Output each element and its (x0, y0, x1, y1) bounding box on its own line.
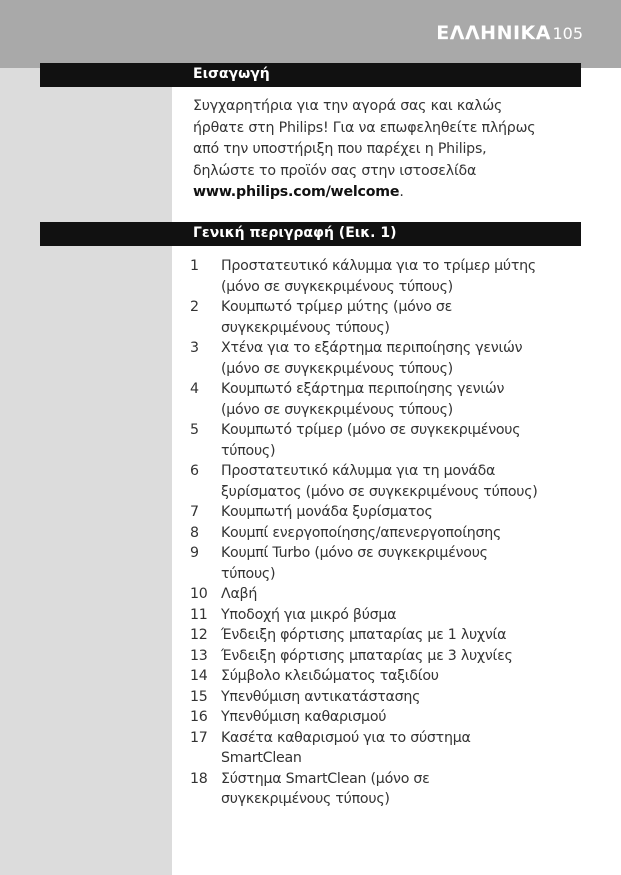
item-text-line: SmartClean (221, 750, 302, 766)
item-number: 11 (190, 606, 208, 623)
section-title: Εισαγωγή (193, 66, 270, 82)
item-text-line: ξυρίσματος (μόνο σε συγκεκριμένους τύπους) (221, 483, 538, 500)
item-number: 5 (190, 422, 199, 438)
item-text (221, 543, 590, 584)
list-item (190, 338, 590, 379)
item-text-line: Κουμπωτή μονάδα ξυρίσματος (221, 504, 433, 520)
item-text-line: Υπενθύμιση καθαρισμού (221, 709, 387, 725)
list-item (190, 379, 590, 420)
list-item (190, 523, 590, 544)
section-heading-intro (40, 63, 581, 87)
item-text (221, 297, 590, 338)
item-text (221, 379, 590, 420)
item-text-line: Σύστημα SmartClean (μόνο σε (221, 770, 430, 787)
item-text-line: τύπους) (221, 442, 276, 459)
list-item (190, 707, 590, 728)
list-item (190, 297, 590, 338)
page-number: 105 (552, 24, 583, 43)
item-text-line: Κουμπωτό εξάρτημα περιποίησης γενιών (221, 381, 505, 397)
list-item (190, 687, 590, 708)
intro-suffix: . (399, 184, 404, 200)
item-text-line: Υποδοχή για μικρό βύσμα (221, 606, 397, 623)
item-number: 10 (190, 586, 208, 602)
page-header (0, 0, 621, 68)
parts-list (190, 256, 590, 810)
item-text-line: Κουμπωτό τρίμερ (μόνο σε συγκεκριμένους (221, 422, 521, 438)
intro-paragraph (193, 96, 588, 204)
item-number: 3 (190, 340, 199, 356)
item-text-line: Χτένα για το εξάρτημα περιποίησης γενιών (221, 340, 523, 356)
item-text-line: συγκεκριμένους τύπους) (221, 319, 390, 336)
list-item (190, 625, 590, 646)
section-heading-description (40, 222, 581, 246)
list-item (190, 543, 590, 584)
list-item (190, 502, 590, 523)
item-text (221, 687, 590, 708)
item-number: 6 (190, 463, 199, 479)
item-number: 14 (190, 668, 208, 684)
item-number: 9 (190, 545, 199, 561)
item-number: 1 (190, 258, 199, 274)
item-number: 4 (190, 381, 199, 397)
item-number: 18 (190, 770, 208, 787)
list-item (190, 728, 590, 769)
list-item (190, 666, 590, 687)
list-item (190, 461, 590, 502)
item-text (221, 605, 590, 626)
item-text (221, 523, 590, 544)
item-text-line: (μόνο σε συγκεκριμένους τύπους) (221, 360, 453, 377)
item-number: 7 (190, 504, 199, 520)
intro-line: ήρθατε στη Philips! Για να επωφεληθείτε πλήρως (193, 119, 536, 136)
list-item (190, 256, 590, 297)
item-text-line: Κουμπί ενεργοποίησης/απενεργοποίησης (221, 524, 502, 541)
item-text-line: Ένδειξη φόρτισης μπαταρίας με 1 λυχνία (221, 627, 507, 643)
item-text (221, 584, 590, 605)
item-text-line: συγκεκριμένους τύπους) (221, 791, 390, 807)
item-text-line: Προστατευτικό κάλυμμα για το τρίμερ μύτης (221, 258, 536, 274)
item-number: 17 (190, 729, 208, 746)
item-text-line: Κασέτα καθαρισμού για το σύστημα (221, 729, 471, 746)
list-item (190, 646, 590, 667)
item-number: 8 (190, 524, 199, 541)
section-title: Γενική περιγραφή (Εικ. 1) (193, 225, 397, 241)
item-text (221, 256, 590, 297)
item-text-line: Σύμβολο κλειδώματος ταξιδίου (221, 668, 439, 684)
item-text-line: Προστατευτικό κάλυμμα για τη μονάδα (221, 463, 496, 479)
list-item (190, 769, 590, 810)
item-text (221, 769, 590, 810)
item-text-line: Υπενθύμιση αντικατάστασης (221, 688, 421, 705)
intro-line: από την υποστήριξη που παρέχει η Philips, (193, 141, 487, 157)
item-text (221, 502, 590, 523)
list-item (190, 420, 590, 461)
item-text (221, 420, 590, 461)
item-text (221, 707, 590, 728)
item-text-line: (μόνο σε συγκεκριμένους τύπους) (221, 401, 453, 418)
item-number: 15 (190, 688, 208, 705)
item-text (221, 625, 590, 646)
list-item (190, 584, 590, 605)
item-text-line: (μόνο σε συγκεκριμένους τύπους) (221, 278, 453, 295)
item-text (221, 461, 590, 502)
item-text-line: Κουμπί Turbo (μόνο σε συγκεκριμένους (221, 545, 488, 561)
item-number: 16 (190, 709, 208, 725)
item-text (221, 646, 590, 667)
intro-line: Συγχαρητήρια για την αγορά σας και καλώς (193, 98, 503, 114)
item-number: 12 (190, 627, 208, 643)
item-text (221, 338, 590, 379)
intro-line: δηλώστε το προϊόν σας στην ιστοσελίδα (193, 162, 477, 179)
item-text-line: τύπους) (221, 565, 276, 582)
list-item (190, 605, 590, 626)
item-text-line: Λαβή (221, 586, 258, 602)
item-text-line: Ένδειξη φόρτισης μπαταρίας με 3 λυχνίες (221, 647, 513, 664)
welcome-url-link[interactable]: www.philips.com/welcome (193, 184, 400, 200)
item-text-line: Κουμπωτό τρίμερ μύτης (μόνο σε (221, 299, 453, 315)
language-title: ΕΛΛΗΝΙΚΑ (436, 22, 551, 44)
item-text (221, 728, 590, 769)
item-number: 13 (190, 647, 208, 664)
item-text (221, 666, 590, 687)
item-number: 2 (190, 299, 199, 315)
left-margin-band (0, 0, 172, 875)
